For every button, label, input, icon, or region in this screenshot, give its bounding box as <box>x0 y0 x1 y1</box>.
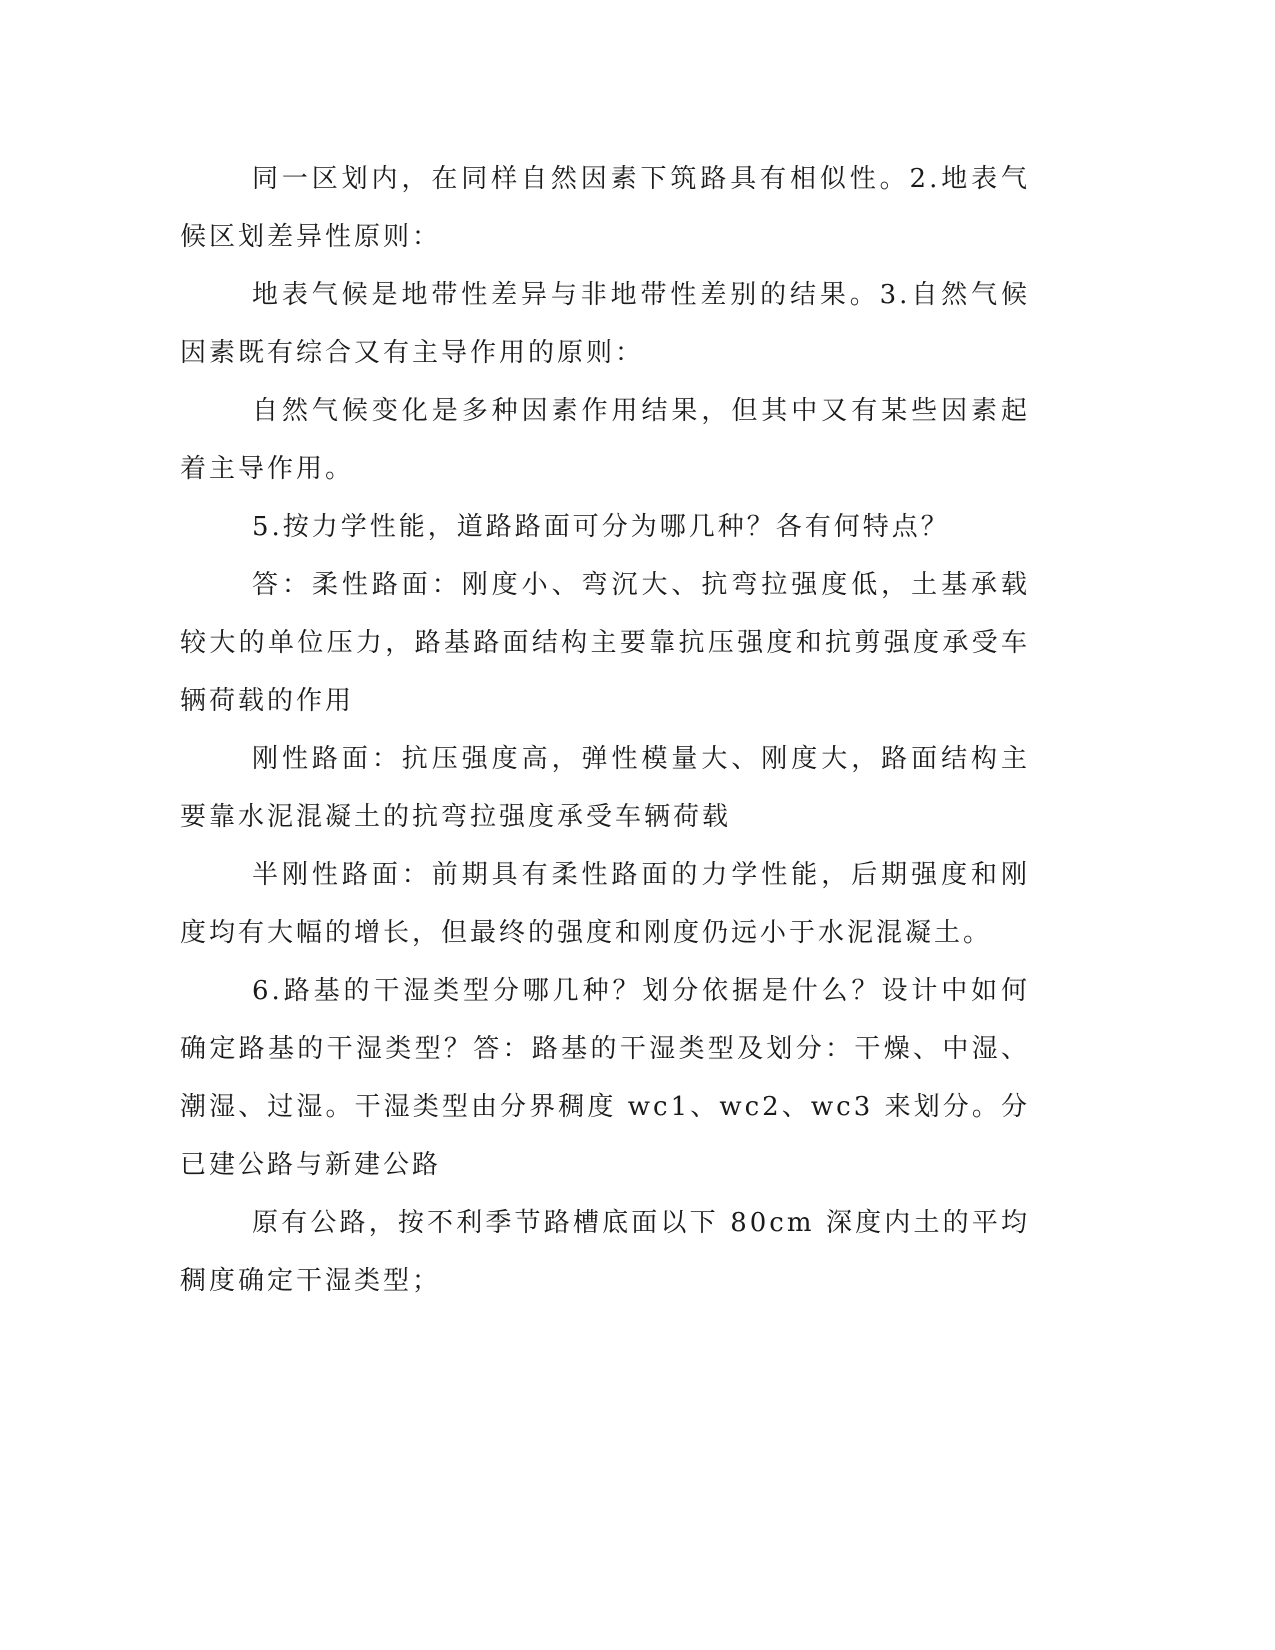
paragraph: 地表气候是地带性差异与非地带性差别的结果。3.自然气候因素既有综合又有主导作用的原则： <box>180 280 1030 368</box>
paragraph: 刚性路面：抗压强度高，弹性模量大、刚度大，路面结构主要靠水泥混凝土的抗弯拉强度承受车辆荷载 <box>180 744 1030 832</box>
paragraph: 自然气候变化是多种因素作用结果，但其中又有某些因素起着主导作用。 <box>180 396 1030 484</box>
paragraph: 原有公路，按不利季节路槽底面以下 80cm 深度内土的平均稠度确定干湿类型； <box>180 1208 1030 1296</box>
document-body <box>180 150 1030 1310</box>
paragraph: 答：柔性路面：刚度小、弯沉大、抗弯拉强度低，土基承载较大的单位压力，路基路面结构主要靠抗压强度和抗剪强度承受车辆荷载的作用 <box>180 570 1030 716</box>
paragraph: 6.路基的干湿类型分哪几种？划分依据是什么？设计中如何确定路基的干湿类型？答：路基的干湿类型及划分：干燥、中湿、潮湿、过湿。干湿类型由分界稠度 wc1、wc2、wc3 来划分。分已建公路与新建公路 <box>180 976 1030 1180</box>
paragraph: 半刚性路面：前期具有柔性路面的力学性能，后期强度和刚度均有大幅的增长，但最终的强度和刚度仍远小于水泥混凝土。 <box>180 860 1030 948</box>
paragraph: 5.按力学性能，道路路面可分为哪几种？各有何特点？ <box>252 512 950 542</box>
paragraph: 同一区划内，在同样自然因素下筑路具有相似性。2.地表气候区划差异性原则： <box>180 164 1030 252</box>
